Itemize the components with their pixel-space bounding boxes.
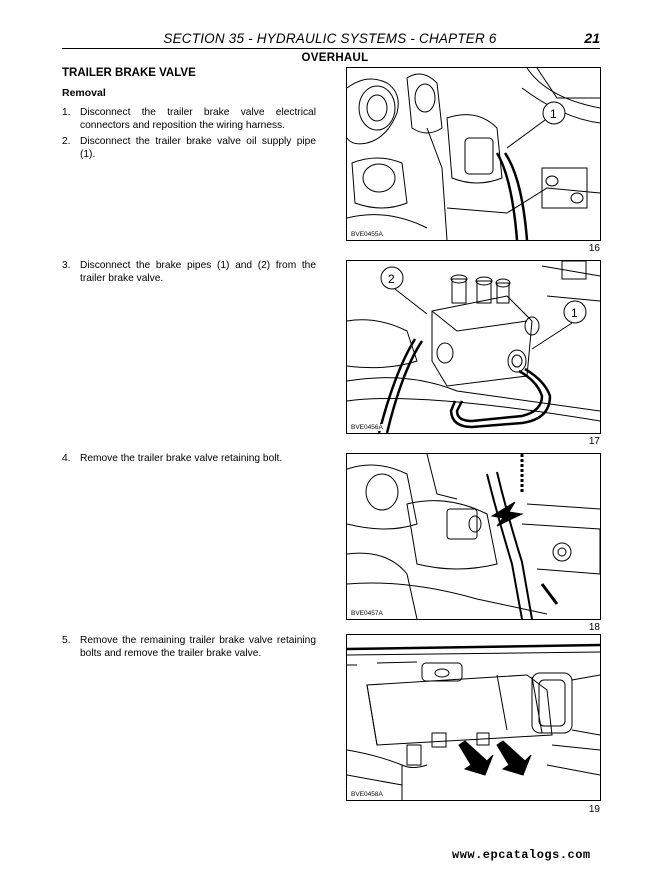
step-3: [62, 259, 316, 285]
figure-18-illustration: [347, 454, 600, 619]
step-text: Disconnect the brake pipes (1) and (2) from the trailer brake valve.: [80, 260, 316, 284]
figure-number: 18: [588, 622, 600, 633]
subheader: OVERHAUL: [301, 52, 369, 64]
figure-18: [346, 453, 601, 620]
step-number: 1.: [62, 107, 71, 118]
callout-2: 2: [388, 272, 395, 286]
step-text: Disconnect the trailer brake valve oil supply pipe (1).: [80, 136, 316, 160]
callout-1: 1: [571, 306, 578, 320]
step-2: [62, 135, 316, 161]
figure-number: 17: [588, 436, 600, 447]
step-number: 5.: [62, 635, 71, 646]
step-5: [62, 634, 316, 660]
header-title: SECTION 35 - HYDRAULIC SYSTEMS - CHAPTER 6: [163, 31, 497, 46]
figure-code: BVE0458A: [351, 791, 383, 798]
step-number: 3.: [62, 260, 71, 271]
figure-number: 19: [588, 804, 600, 815]
step-number: 4.: [62, 453, 71, 464]
figure-17: [346, 260, 601, 434]
figure-code: BVE0457A: [351, 610, 383, 617]
step-text: Disconnect the trailer brake valve electrical connectors and reposition the wiring harness.: [80, 107, 316, 131]
figure-code: BVE0455A: [351, 231, 383, 238]
page-number: 21: [584, 30, 600, 46]
watermark: www.epcatalogs.com: [452, 848, 591, 862]
step-4: [62, 452, 316, 465]
figure-16-illustration: [347, 68, 600, 240]
section-title: TRAILER BRAKE VALVE: [62, 67, 196, 79]
step-text: Remove the trailer brake valve retaining bolt.: [80, 453, 283, 464]
figure-16: [346, 67, 601, 241]
figure-17-illustration: [347, 261, 600, 433]
step-1: [62, 106, 316, 132]
figure-number: 16: [588, 243, 600, 254]
figure-code: BVE0456A: [351, 424, 383, 431]
section-subtitle: Removal: [62, 87, 106, 99]
figure-19: [346, 634, 601, 801]
step-number: 2.: [62, 136, 71, 147]
step-text: Remove the remaining trailer brake valve retaining bolts and remove the trailer brake valve.: [80, 635, 316, 659]
figure-19-illustration: [347, 635, 600, 800]
header-rule: [62, 48, 600, 49]
callout-1: 1: [550, 107, 557, 121]
